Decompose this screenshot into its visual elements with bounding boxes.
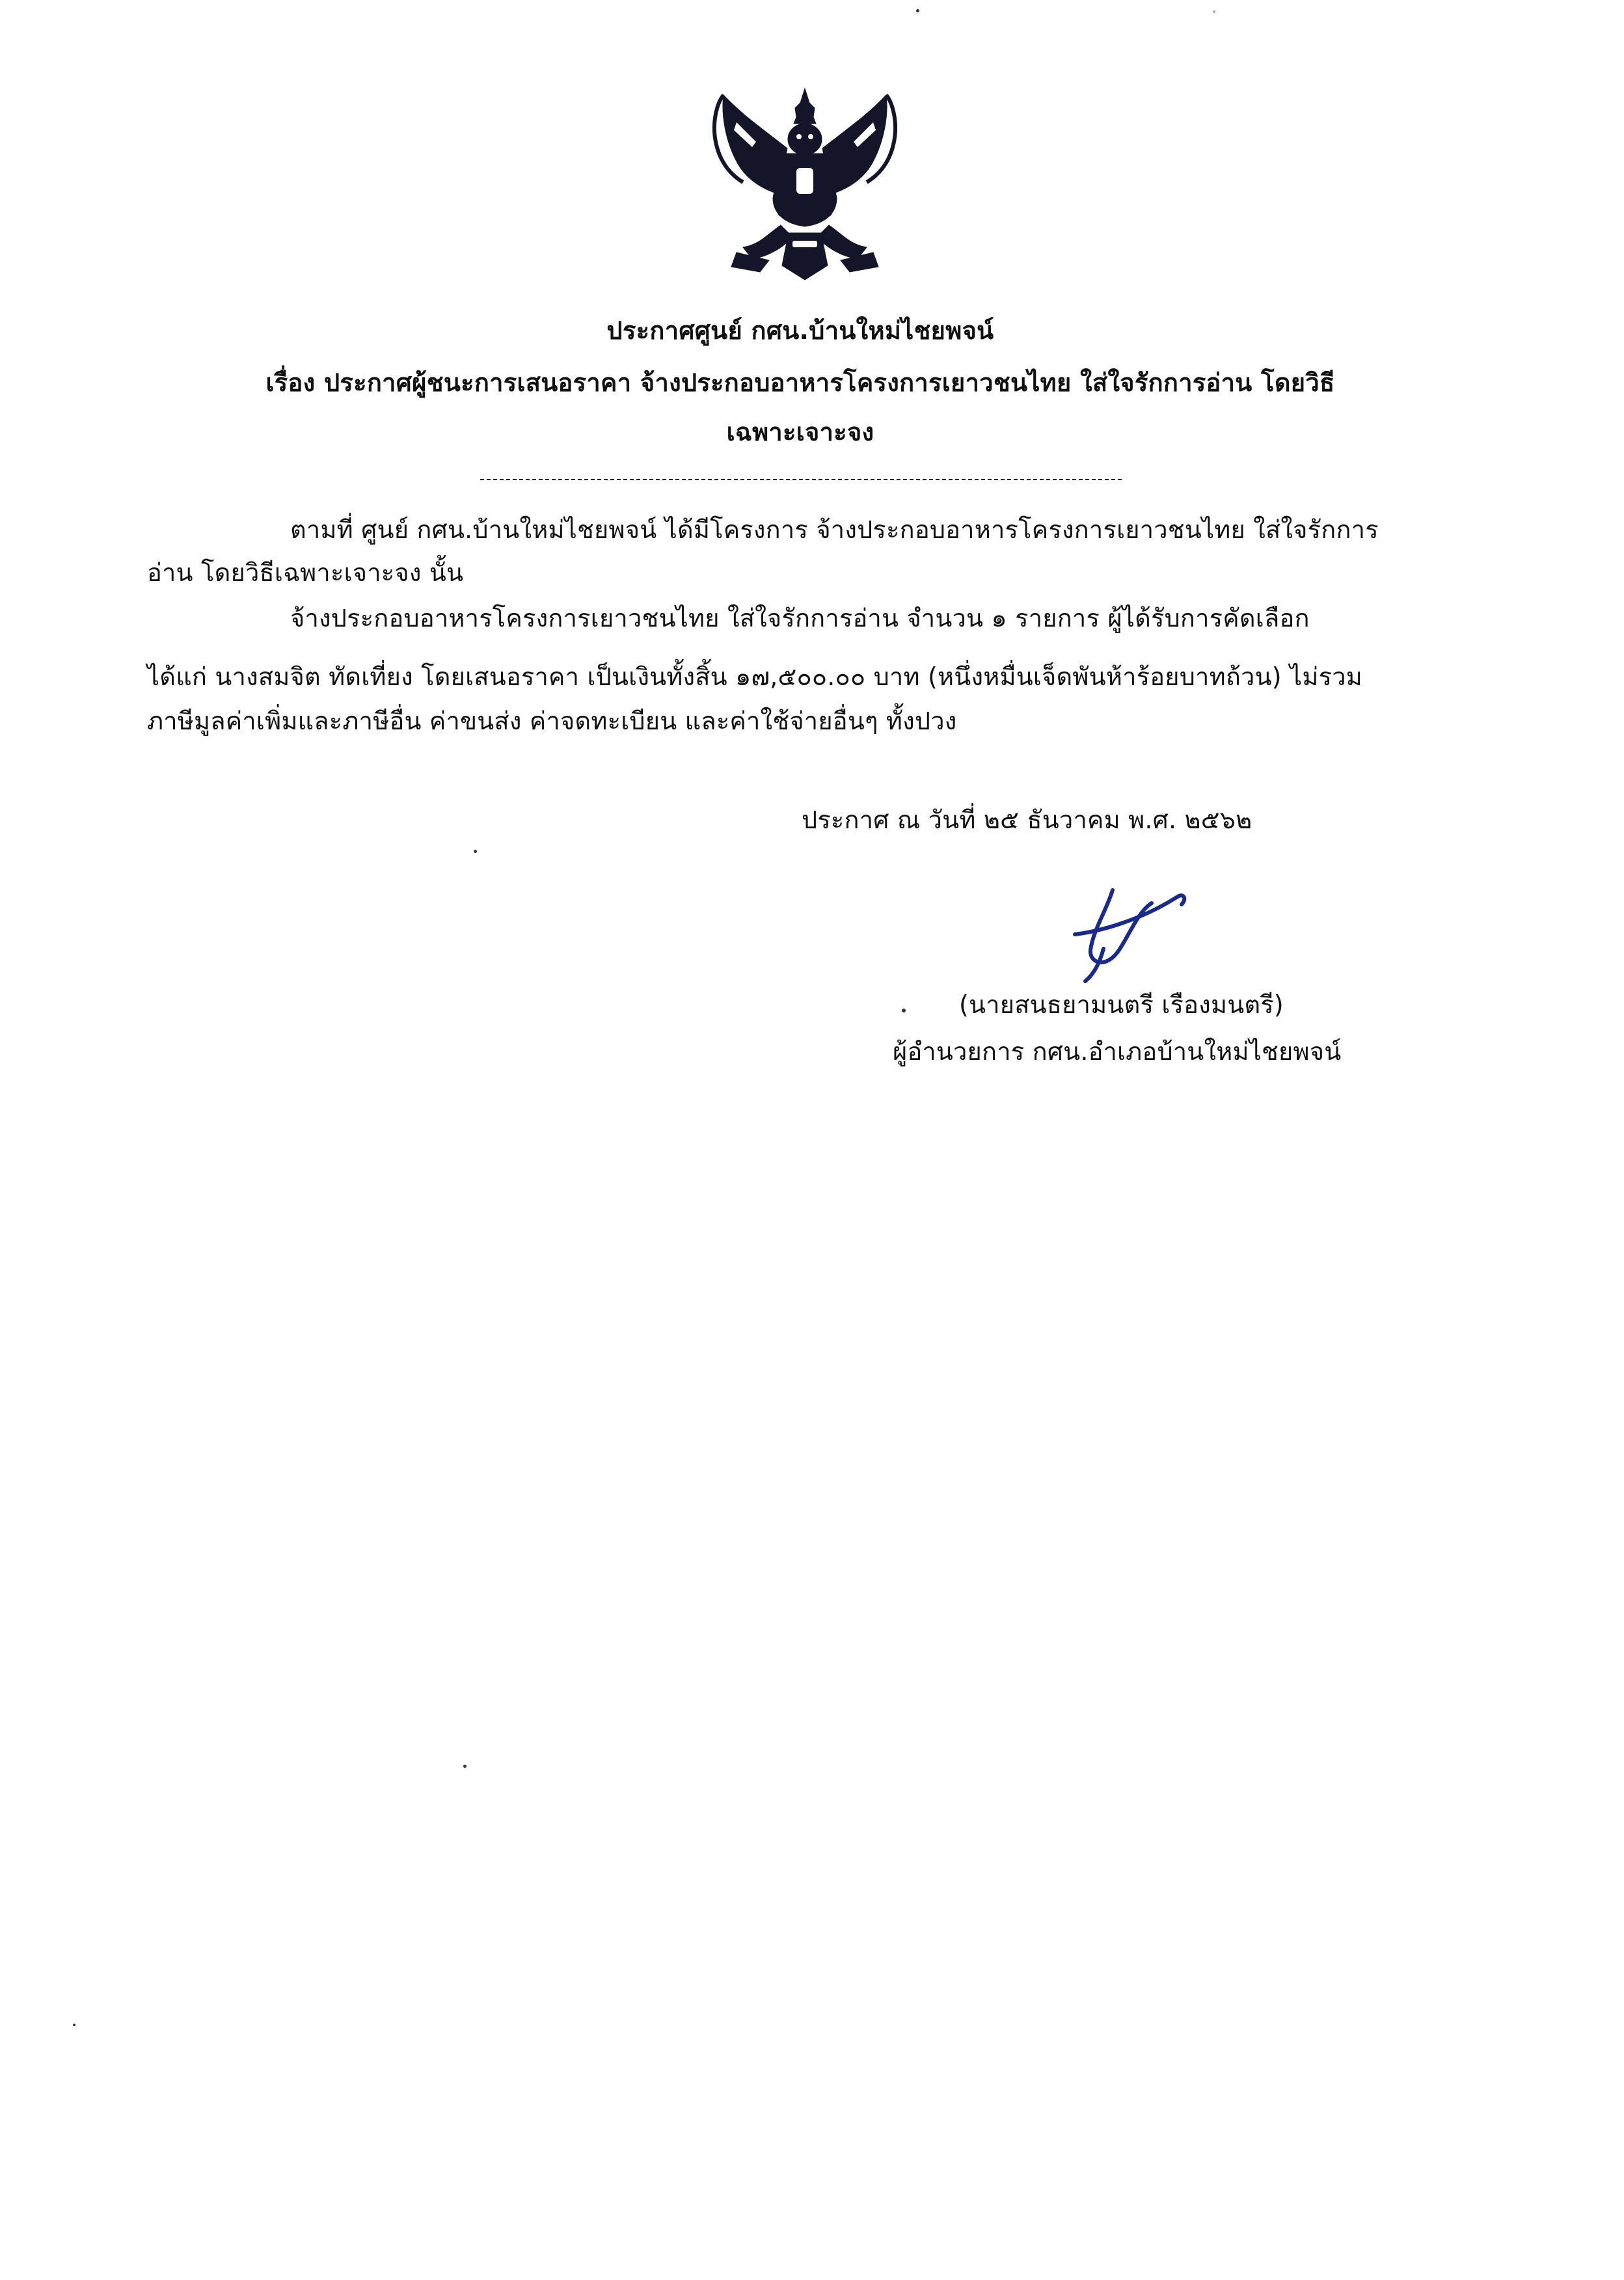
heading-divider [480, 479, 1122, 480]
subject-line-continued: เฉพาะเจาะจง [726, 418, 874, 446]
paragraph-1-line-1: ตามที่ ศูนย์ กศน.บ้านใหม่ไชยพจน์ ได้มีโครงการ จ้างประกอบอาหารโครงการเยาวชนไทย ใส่ใจรักการ [290, 515, 1379, 544]
paragraph-2-line-3: ภาษีมูลค่าเพิ่มและภาษีอื่น ค่าขนส่ง ค่าจดทะเบียน และค่าใช้จ่ายอื่นๆ ทั้งปวง [147, 707, 957, 735]
signatory-position: ผู้อำนวยการ กศน.อำเภอบ้านใหม่ไชยพจน์ [893, 1037, 1342, 1066]
announcement-title: ประกาศศูนย์ กศน.บ้านใหม่ไชยพจน์ [606, 316, 994, 345]
scan-speck [463, 1765, 467, 1768]
scan-speck [474, 850, 477, 853]
scan-speck [1213, 10, 1215, 13]
paragraph-2-line-2: ได้แก่ นางสมจิต ทัดเที่ยง โดยเสนอราคา เป็นเงินทั้งสิ้น ๑๗,๕๐๐.๐๐ บาท (หนึ่งหมื่นเจ็ดพันห้าร้อยบาทถ้วน) ไม่รวม [147, 662, 1363, 691]
bullet-mark [902, 1009, 906, 1012]
handwritten-signature [1067, 872, 1210, 989]
paragraph-1-line-2: อ่าน โดยวิธีเฉพาะเจาะจง นั้น [147, 558, 464, 587]
scan-speck [916, 9, 919, 12]
announcement-date: ประกาศ ณ วันที่ ๒๕ ธันวาคม พ.ศ. ๒๕๖๒ [802, 806, 1252, 834]
scan-speck [73, 2024, 75, 2026]
garuda-emblem-icon [697, 77, 912, 292]
paragraph-2-line-1: จ้างประกอบอาหารโครงการเยาวชนไทย ใส่ใจรักการอ่าน จำนวน ๑ รายการ ผู้ได้รับการคัดเลือก [290, 604, 1310, 632]
subject-line: เรื่อง ประกาศผู้ชนะการเสนอราคา จ้างประกอบอาหารโครงการเยาวชนไทย ใส่ใจรักการอ่าน โดยวิธี [265, 368, 1335, 397]
signatory-name: (นายสนธยามนตรี เรืองมนตรี) [959, 990, 1284, 1019]
